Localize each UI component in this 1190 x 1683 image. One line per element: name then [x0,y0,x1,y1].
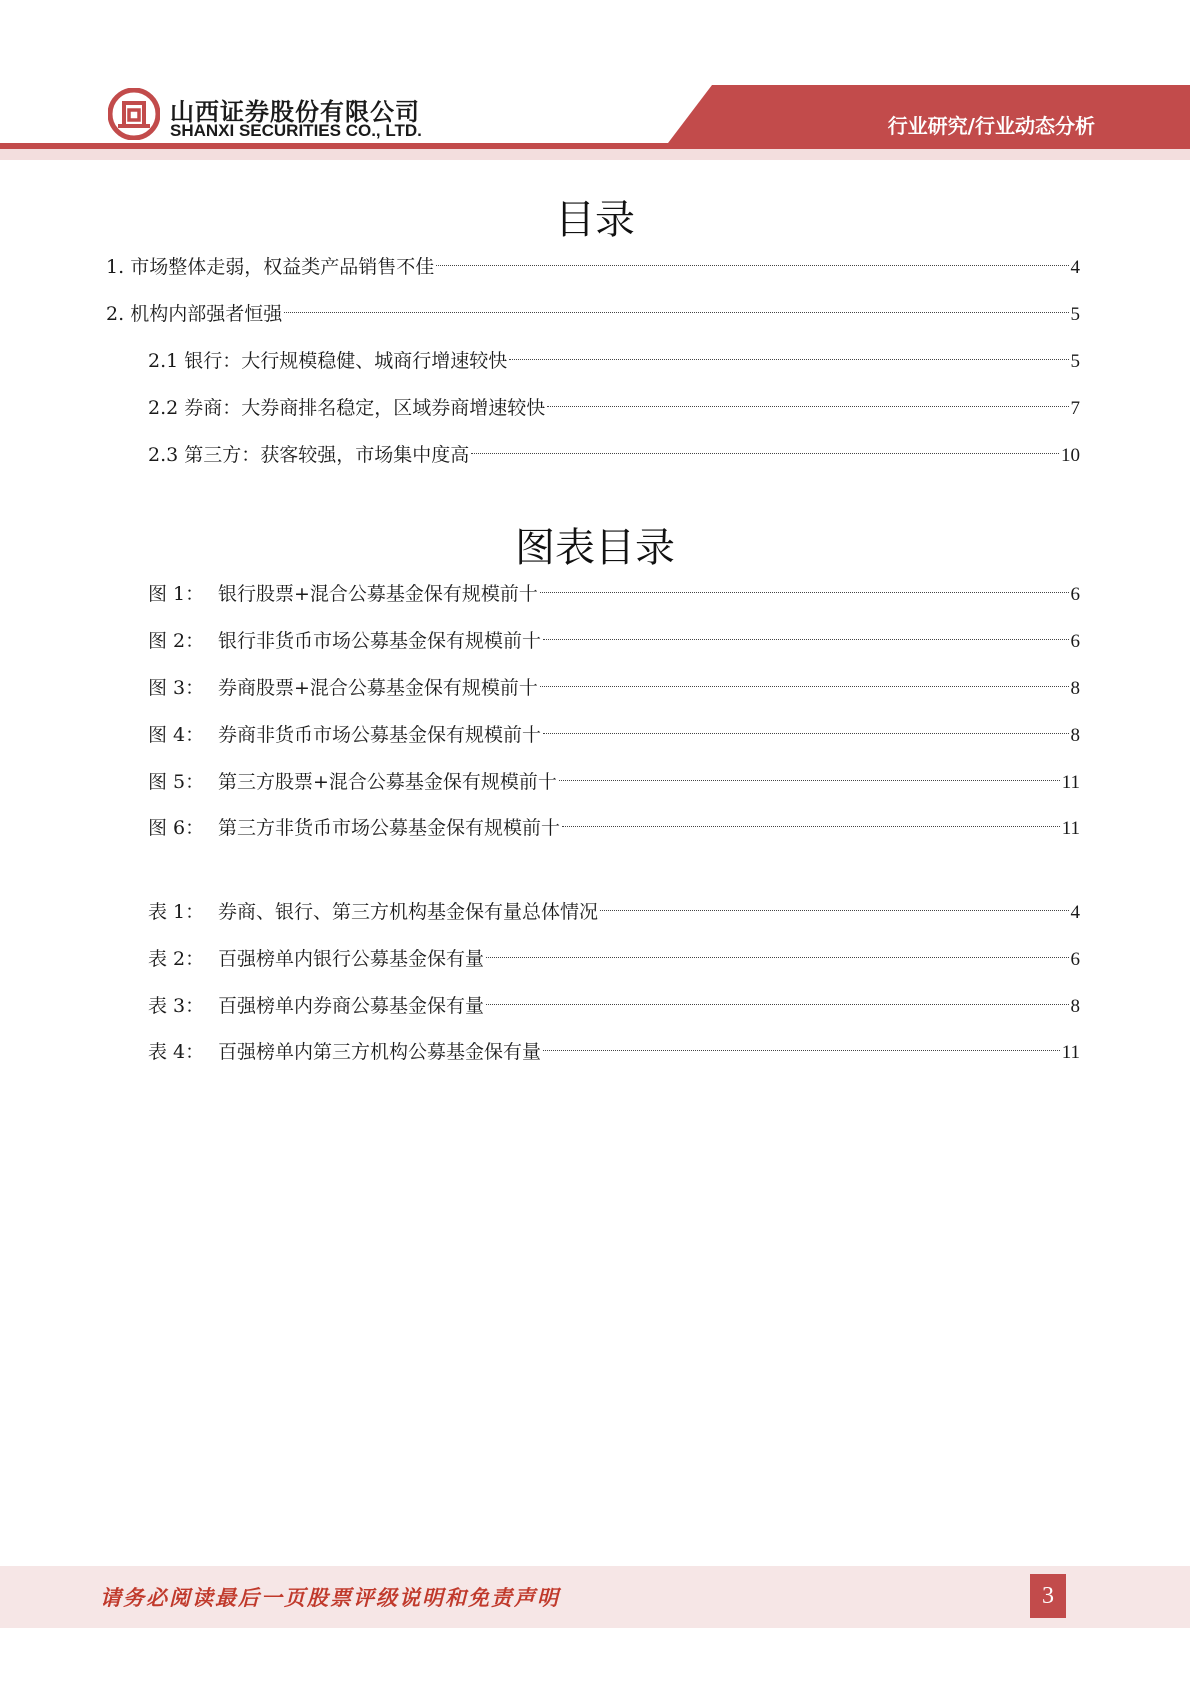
toc-entry[interactable] [106,252,1080,282]
figure-entry-title: 第三方股票+混合公募基金保有规模前十 [218,771,557,793]
toc-heading: 目录 [555,197,635,243]
toc-entry-title: 券商：大券商排名稳定，区域券商增速较快 [184,397,546,419]
figures-heading: 图表目录 [515,525,675,571]
toc-entry[interactable] [106,299,1080,329]
leader-dots [509,359,1068,360]
leader-dots [540,592,1069,593]
toc-entry-title: 机构内部强者恒强 [130,303,283,325]
leader-dots [543,1050,1060,1051]
company-logo-icon [108,88,160,140]
table-entry[interactable] [148,1037,1080,1067]
page-header [0,0,1190,165]
table-entry[interactable] [148,897,1080,927]
toc-entry-number: 2.2 [148,397,179,419]
table-entry[interactable] [148,944,1080,974]
toc-entry[interactable] [148,393,1080,423]
figure-entry-number: 图 1： [148,583,205,605]
table-entry-title: 百强榜单内券商公募基金保有量 [218,995,485,1017]
toc-entry[interactable] [148,440,1080,470]
company-name-en: SHANXI SECURITIES CO., LTD. [170,121,422,140]
figure-entry-number: 图 2： [148,630,205,652]
toc-entry-number: 2.3 [148,444,179,466]
toc-entry-title: 第三方：获客较强，市场集中度高 [184,444,470,466]
toc-entry-number: 2.1 [148,350,179,372]
table-entry-number: 表 3： [148,995,205,1017]
figure-entry-page: 6 [1070,584,1080,605]
toc-entry-page: 7 [1070,398,1080,419]
disclaimer-notice: 请务必阅读最后一页股票评级说明和免责声明 [100,1585,560,1610]
leader-dots [436,265,1068,266]
toc-entry-title: 银行：大行规模稳健、城商行增速较快 [184,350,508,372]
table-entry-number: 表 4： [148,1041,205,1063]
figure-entry-number: 图 6： [148,817,205,839]
figure-entry-number: 图 3： [148,677,205,699]
table-entry-number: 表 1： [148,901,205,923]
figure-entry-title: 券商股票+混合公募基金保有规模前十 [218,677,538,699]
table-entry-page: 8 [1070,996,1080,1017]
figure-entry-title: 券商非货币市场公募基金保有规模前十 [218,724,542,746]
figure-entry[interactable] [148,813,1080,843]
toc-entry-page: 10 [1061,445,1080,466]
figure-entry-page: 8 [1070,678,1080,699]
leader-dots [486,1004,1068,1005]
figure-entry-title: 银行非货币市场公募基金保有规模前十 [218,630,542,652]
toc-entry-title: 市场整体走弱，权益类产品销售不佳 [130,256,435,278]
leader-dots [471,453,1059,454]
figure-entry-number: 图 4： [148,724,205,746]
toc-entry-page: 5 [1070,304,1080,325]
leader-dots [543,733,1068,734]
leader-dots [547,406,1068,407]
leader-dots [540,686,1069,687]
figure-entry-number: 图 5： [148,771,205,793]
figure-entry-title: 第三方非货币市场公募基金保有规模前十 [218,817,561,839]
leader-dots [284,312,1068,313]
toc-entry-number: 2. [106,303,125,325]
figure-entry[interactable] [148,720,1080,750]
figure-entry[interactable] [148,767,1080,797]
toc-entry[interactable] [148,346,1080,376]
leader-dots [600,910,1068,911]
report-category: 行业研究/行业动态分析 [887,114,1095,138]
figure-entry[interactable] [148,579,1080,609]
figure-entry[interactable] [148,626,1080,656]
leader-dots [562,826,1060,827]
figure-entry-page: 8 [1070,725,1080,746]
company-name-cn: 山西证券股份有限公司 [170,98,420,126]
toc-entry-page: 4 [1070,257,1080,278]
table-entry-page: 6 [1070,949,1080,970]
figure-entry-page: 11 [1061,772,1080,793]
figure-entry[interactable] [148,673,1080,703]
table-entry-page: 4 [1070,902,1080,923]
toc-entry-number: 1. [106,256,125,278]
page-number: 3 [1030,1574,1066,1618]
page-footer [0,1566,1190,1628]
table-entry[interactable] [148,991,1080,1021]
leader-dots [559,780,1060,781]
table-entry-page: 11 [1061,1042,1080,1063]
leader-dots [486,957,1068,958]
figure-entry-page: 6 [1070,631,1080,652]
table-entry-number: 表 2： [148,948,205,970]
leader-dots [543,639,1068,640]
table-entry-title: 百强榜单内银行公募基金保有量 [218,948,485,970]
figure-entry-page: 11 [1061,818,1080,839]
figure-entry-title: 银行股票+混合公募基金保有规模前十 [218,583,538,605]
toc-entry-page: 5 [1070,351,1080,372]
table-entry-title: 券商、银行、第三方机构基金保有量总体情况 [218,901,599,923]
table-entry-title: 百强榜单内第三方机构公募基金保有量 [218,1041,542,1063]
